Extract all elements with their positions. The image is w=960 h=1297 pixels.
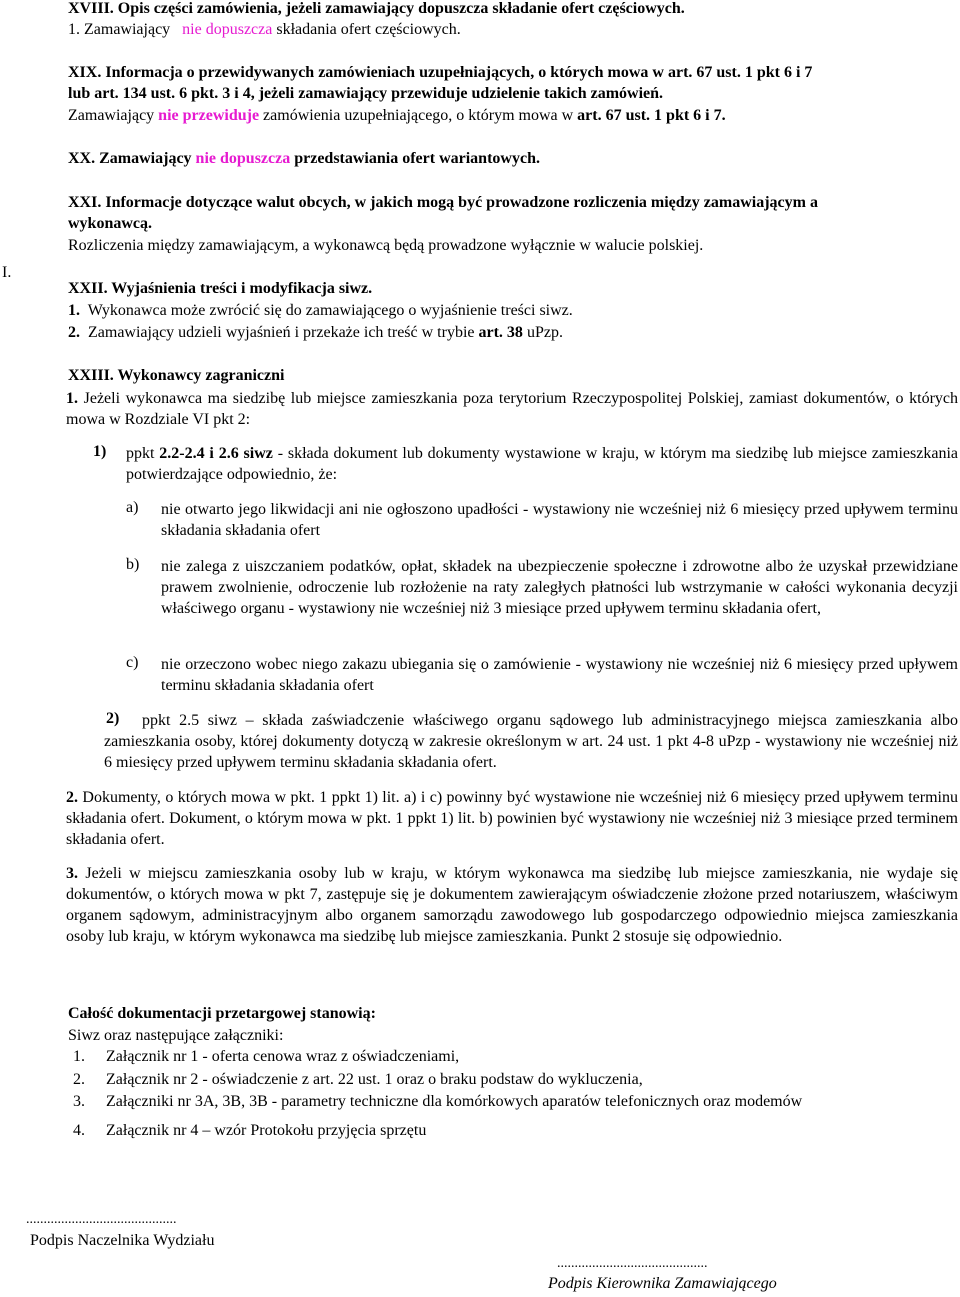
section-19-body: [68, 107, 726, 125]
section-23-p3: [66, 863, 958, 947]
docs-item-4-num: 4.: [73, 1122, 85, 1139]
section-21-body: Rozliczenia między zamawiającym, a wykonawcą będą prowadzone wyłącznie w walucie polskiej.: [68, 237, 704, 254]
s23-p2-num: 2.: [66, 789, 78, 806]
s23-sub1-num: 1): [93, 443, 107, 460]
s23-sub1-text: [126, 443, 958, 485]
s22-item2-text-b: uPzp.: [526, 324, 563, 341]
s23-a-text: nie otwarto jego likwidacji ani nie ogłoszono upadłości - wystawiony nie wcześniej niż 6 miesięcy przed upływem terminu składania składania ofert: [161, 501, 958, 539]
s23-sub1-text-a: ppkt: [126, 445, 155, 462]
s20-highlight: nie dopuszcza: [195, 150, 291, 167]
s20-prefix: XX. Zamawiający: [68, 150, 192, 167]
docs-item-3-num: 3.: [73, 1093, 85, 1110]
s23-sub2-num: 2): [106, 710, 120, 727]
right-signature-label: Podpis Kierownika Zamawiającego: [548, 1275, 777, 1292]
section-23-p1: [66, 388, 958, 430]
s22-item2-bold: art. 38: [478, 324, 523, 341]
s23-sub1-text-c: - składa dokument lub dokumenty wystawione w kraju, w którym ma siedzibę lub miejsce zamieszkania potwierdzające odpowiednio, że:: [126, 445, 959, 483]
s19-bold: art. 67 ust. 1 pkt 6 i 7.: [577, 107, 726, 124]
section-22-item-1: [68, 302, 573, 320]
s23-c-label: c): [126, 654, 139, 671]
s23-p1-num: 1.: [66, 390, 78, 407]
margin-label: I.: [2, 264, 12, 281]
s23-sub2-text: ppkt 2.5 siwz – składa zaświadczenie właściwego organu sądowego lub administracyjnego miejsca zamieszkania albo zamieszkania osoby, której dokumenty dotyczą w zakresie określonym w art. 24 ust. 1 pkt 4-8 uPzp - wystawiony nie wcześniej niż 6 miesięcy przed upływem terminu składania składania ofert.: [104, 712, 958, 771]
section-19-heading-line1: XIX. Informacja o przewidywanych zamówieniach uzupełniających, o których mowa w art. 67 ust. 1 pkt 6 i 7: [68, 64, 813, 81]
section-18-line: [68, 21, 461, 39]
section-21-heading-line2: wykonawcą.: [68, 215, 153, 232]
s23-p3-num: 3.: [66, 865, 78, 882]
docs-item-4-text: Załącznik nr 4 – wzór Protokołu przyjęcia sprzętu: [106, 1122, 427, 1139]
s19-mid: zamówienia uzupełniającego, o którym mowa w: [263, 107, 574, 124]
section-22-item-2: [68, 324, 563, 342]
left-signature-dots: ...........................................: [26, 1212, 177, 1227]
docs-item-2-num: 2.: [73, 1071, 85, 1088]
right-signature-dots: ...........................................: [557, 1256, 708, 1271]
s22-item2-num: 2.: [68, 324, 80, 341]
s19-prefix: Zamawiający: [68, 107, 155, 124]
s23-b-text: nie zalega z uiszczaniem podatków, opłat, składek na ubezpieczenie społeczne i zdrowotne albo że uzyskał przewidziane prawem zwolnienie, odroczenie lub rozłożenie na raty zaległych płatności lub wstrzymanie w całości wykonania decyzji właściwego organu - wystawiony nie wcześniej niż 3 miesiące przed upływem terminu składania ofert,: [161, 558, 958, 617]
s23-c-text: nie orzeczono wobec niego zakazu ubiegania się o zamówienie - wystawiony nie wcześniej niż 6 miesięcy przed upływem terminu składania składania ofert: [161, 656, 958, 694]
s23-a-label: a): [126, 499, 139, 516]
section-21-heading-line1: XXI. Informacje dotyczące walut obcych, w jakich mogą być prowadzone rozliczenia między zamawiającym a: [68, 194, 818, 211]
s18-prefix: 1. Zamawiający: [68, 21, 171, 38]
s23-p2-text: Dokumenty, o których mowa w pkt. 1 ppkt 1) lit. a) i c) powinny być wystawione nie wcześniej niż 6 miesięcy przed upływem terminu składania ofert. Dokument, o którym mowa w pkt. 1 ppkt 1) lit. b) powinien być wystawiony nie wcześniej niż 3 miesiące przed terminem składania ofert.: [66, 789, 959, 848]
left-signature-label: Podpis Naczelnika Wydziału: [30, 1232, 215, 1249]
s23-p1-text: Jeżeli wykonawca ma siedzibę lub miejsce zamieszkania poza terytorium Rzeczypospolitej Polskiej, zamiast dokumentów, o których mowa w Rozdziale VI pkt 2:: [66, 390, 959, 428]
s22-item1-num: 1.: [68, 302, 80, 319]
s19-highlight: nie przewiduje: [158, 107, 260, 124]
docs-heading: Całość dokumentacji przetargowej stanowią:: [68, 1005, 376, 1022]
s22-item2-text-a: Zamawiający udzieli wyjaśnień i przekaże ich treść w trybie: [88, 324, 475, 341]
s20-suffix: przedstawiania ofert wariantowych.: [294, 150, 540, 167]
section-19-heading-line2: lub art. 134 ust. 6 pkt. 3 i 4, jeżeli zamawiający przewiduje udzielenie takich zamówień.: [68, 85, 664, 102]
docs-item-3-text: Załączniki nr 3A, 3B, 3B - parametry techniczne dla komórkowych aparatów telefonicznych oraz modemów: [106, 1093, 803, 1110]
docs-item-1-num: 1.: [73, 1048, 85, 1065]
s18-highlight: nie dopuszcza: [182, 21, 273, 38]
section-23-heading: XXIII. Wykonawcy zagraniczni: [68, 367, 285, 384]
section-22-heading: XXII. Wyjaśnienia treści i modyfikacja siwz.: [68, 280, 373, 297]
s22-item1-text: Wykonawca może zwrócić się do zamawiającego o wyjaśnienie treści siwz.: [87, 302, 573, 319]
docs-item-1-text: Załącznik nr 1 - oferta cenowa wraz z oświadczeniami,: [106, 1048, 460, 1065]
section-18-heading: XVIII. Opis części zamówienia, jeżeli zamawiający dopuszcza składanie ofert częściowych.: [68, 0, 685, 17]
s23-b-label: b): [126, 556, 140, 573]
docs-item-2-text: Załącznik nr 2 - oświadczenie z art. 22 ust. 1 oraz o braku podstaw do wykluczenia,: [106, 1071, 643, 1088]
s23-p3-text: Jeżeli w miejscu zamieszkania osoby lub w kraju, w którym wykonawca ma siedzibę lub miejsce zamieszkania, nie wydaje się dokumentów, o których mowa w pkt 7, zastępuje się je dokumentem zawierającym oświadczenie złożone przed notariuszem, właściwym organem sądowym, administracyjnym albo organem samorządu zawodowego lub gospodarczego odpowiednio miejsca zamieszkania osoby lub kraju, w którym wykonawca ma siedzibę lub miejsce zamieszkania. Punkt 2 stosuje się odpowiednio.: [66, 865, 958, 945]
section-20-heading: [68, 150, 540, 168]
s23-sub1-text-b: 2.2-2.4 i 2.6 siwz: [159, 445, 273, 462]
s18-suffix: składania ofert częściowych.: [276, 21, 461, 38]
section-23-p2: [66, 787, 958, 850]
docs-intro: Siwz oraz następujące załączniki:: [68, 1027, 284, 1044]
